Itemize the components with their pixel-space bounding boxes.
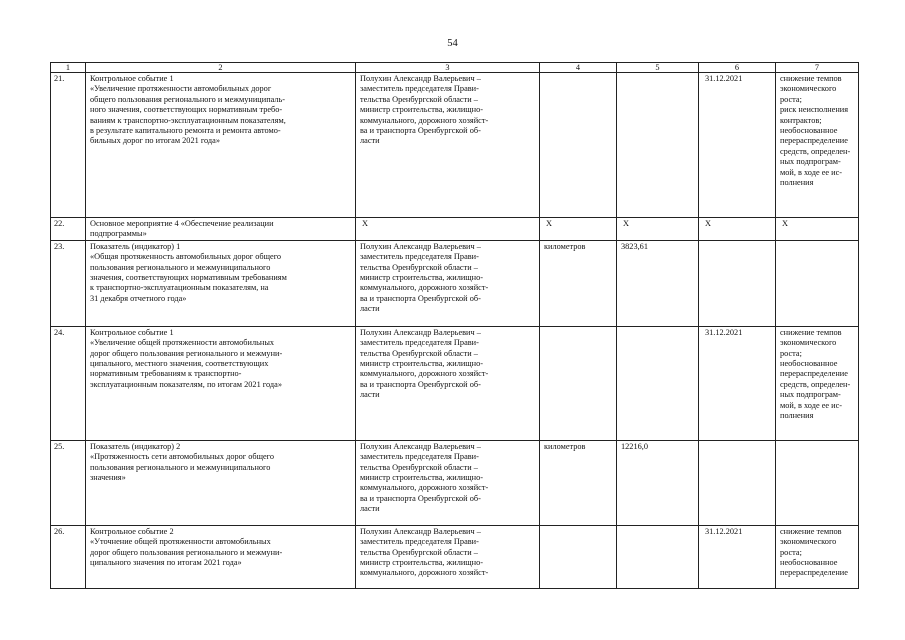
row-name: Основное мероприятие 4 «Обеспечение реализации подпрограммы» bbox=[86, 218, 356, 241]
row-date: 31.12.2021 bbox=[699, 326, 776, 440]
row-number: 23. bbox=[51, 240, 86, 326]
column-header: 1 bbox=[51, 63, 86, 73]
column-header: 2 bbox=[86, 63, 356, 73]
header-row bbox=[51, 63, 859, 73]
row-name: Контрольное событие 1 «Увеличение общей протяженности автомобильных дорог общего пользования регионального и межмуни- ципального, местного значения, соответствующих нормативным требованиям к транспортно- эксплуатационным показателям, по итогам 2021 года» bbox=[86, 326, 356, 440]
row-value bbox=[617, 525, 699, 588]
column-header: 4 bbox=[540, 63, 617, 73]
row-unit: Х bbox=[540, 218, 617, 241]
row-responsible: Полухин Александр Валерьевич – заместитель председателя Прави- тельства Оренбургской области – министр строительства, жилищно- коммунального, дорожного хозяйст- ва и транспорта Оренбургской об- ласти bbox=[356, 440, 540, 525]
row-name: Показатель (индикатор) 2 «Протяженность сети автомобильных дорог общего пользования регионального и межмуниципального значения» bbox=[86, 440, 356, 525]
row-number: 24. bbox=[51, 326, 86, 440]
table-row bbox=[51, 326, 859, 440]
row-risk: Х bbox=[776, 218, 859, 241]
row-value bbox=[617, 326, 699, 440]
row-name: Контрольное событие 2 «Уточнение общей протяженности автомобильных дорог общего пользования регионального и межмуни- ципального значения по итогам 2021 года» bbox=[86, 525, 356, 588]
row-unit: километров bbox=[540, 240, 617, 326]
row-name: Показатель (индикатор) 1 «Общая протяженность автомобильных дорог общего пользования регионального и межмуниципального значения, соответствующих нормативным требованиям к транспортно-эксплуатационным показателям, на 31 декабря отчетного года» bbox=[86, 240, 356, 326]
row-responsible: Полухин Александр Валерьевич – заместитель председателя Прави- тельства Оренбургской области – министр строительства, жилищно- коммунального, дорожного хозяйст- ва и транспорта Оренбургской об- ласти bbox=[356, 240, 540, 326]
row-risk: снижение темпов экономического роста; необоснованное перераспределение bbox=[776, 525, 859, 588]
column-header: 7 bbox=[776, 63, 859, 73]
row-risk: снижение темпов экономического роста; необоснованное перераспределение средств, определен- ных подпрограм- мой, в ходе ее ис- полнения bbox=[776, 326, 859, 440]
column-header: 6 bbox=[699, 63, 776, 73]
plan-table bbox=[50, 62, 859, 589]
row-responsible: Полухин Александр Валерьевич – заместитель председателя Прави- тельства Оренбургской области – министр строительства, жилищно- коммунального, дорожного хозяйст- ва и транспорта Оренбургской об- ласти bbox=[356, 326, 540, 440]
page-number: 54 bbox=[447, 38, 458, 49]
row-number: 22. bbox=[51, 218, 86, 241]
column-header: 3 bbox=[356, 63, 540, 73]
row-value bbox=[617, 73, 699, 218]
table-row bbox=[51, 218, 859, 241]
row-date: Х bbox=[699, 218, 776, 241]
row-risk bbox=[776, 440, 859, 525]
row-date bbox=[699, 440, 776, 525]
row-date bbox=[699, 240, 776, 326]
column-header: 5 bbox=[617, 63, 699, 73]
row-date: 31.12.2021 bbox=[699, 525, 776, 588]
row-name: Контрольное событие 1 «Увеличение протяженности автомобильных дорог общего пользования регионального и межмуниципаль- ного значения, соответствующих нормативным требо- ваниям к транспортно-эксплуатационным показателям, в результате капитального ремонта и ремонта автомо- бильных дорог по итогам 2021 года» bbox=[86, 73, 356, 218]
table-row bbox=[51, 440, 859, 525]
table-row bbox=[51, 525, 859, 588]
row-number: 21. bbox=[51, 73, 86, 218]
row-unit: километров bbox=[540, 440, 617, 525]
table-row bbox=[51, 240, 859, 326]
row-risk bbox=[776, 240, 859, 326]
row-responsible: Полухин Александр Валерьевич – заместитель председателя Прави- тельства Оренбургской области – министр строительства, жилищно- коммунального, дорожного хозяйст- bbox=[356, 525, 540, 588]
row-responsible: Х bbox=[356, 218, 540, 241]
row-risk: снижение темпов экономического роста; риск неисполнения контрактов; необоснованное перераспределение средств, определен- ных подпрограм- мой, в ходе ее ис- полнения bbox=[776, 73, 859, 218]
row-number: 26. bbox=[51, 525, 86, 588]
row-value: Х bbox=[617, 218, 699, 241]
row-unit bbox=[540, 326, 617, 440]
row-date: 31.12.2021 bbox=[699, 73, 776, 218]
row-value: 12216,0 bbox=[617, 440, 699, 525]
row-responsible: Полухин Александр Валерьевич – заместитель председателя Прави- тельства Оренбургской области – министр строительства, жилищно- коммунального, дорожного хозяйст- ва и транспорта Оренбургской об- ласти bbox=[356, 73, 540, 218]
row-unit bbox=[540, 73, 617, 218]
row-value: 3823,61 bbox=[617, 240, 699, 326]
table-row bbox=[51, 73, 859, 218]
row-number: 25. bbox=[51, 440, 86, 525]
row-unit bbox=[540, 525, 617, 588]
